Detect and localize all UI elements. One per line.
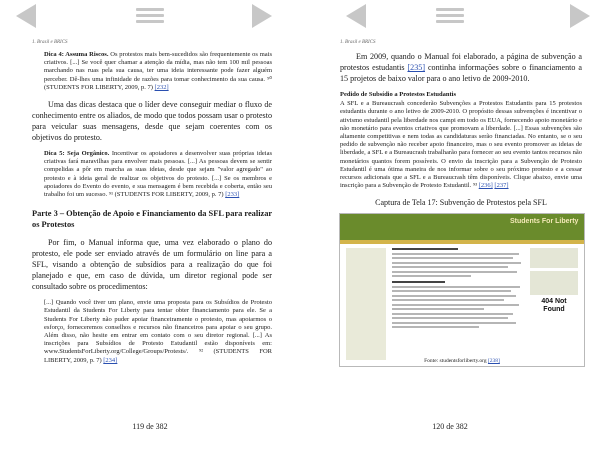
not-found-notice: 404 Not Found: [541, 298, 567, 314]
page-number: 119 de 382: [132, 422, 168, 431]
footnote-link[interactable]: [235]: [407, 63, 426, 72]
next-page-arrow-icon[interactable]: [252, 4, 272, 28]
body-paragraph: [340, 51, 582, 84]
right-page-content: [340, 51, 582, 367]
footnote-link[interactable]: [237]: [494, 182, 509, 190]
running-head: 1. Brasil e BRICS: [32, 40, 68, 45]
quote-tip-5: [44, 150, 272, 199]
quote-funding: [44, 299, 272, 365]
footnote-link[interactable]: [233]: [225, 191, 240, 199]
screenshot-article: [392, 248, 524, 360]
previous-page-arrow-icon[interactable]: [346, 4, 366, 28]
screenshot-sidebar: [346, 248, 386, 360]
next-page-arrow-icon[interactable]: [570, 4, 590, 28]
source-text: Fonte: studentsforliberty.org: [424, 358, 488, 365]
quote-title: Pedido de Subsídio a Protestos Estudantis: [340, 91, 457, 98]
paragraph-text: continha informações sobre o financiamento a 15 projetos de baixo valor para o ano letivo de 2009-2010.: [340, 63, 582, 83]
body-paragraph: Uma das dicas destaca que o líder deve conseguir mediar o fluxo de conhecimento entre os aliados, de modo que todos possam usar o protesto para veicular suas mensagens, desde que sejam coerentes com os objetivos do protesto.: [32, 100, 272, 143]
screenshot-logo: Students For Liberty: [510, 218, 579, 226]
footnote-link[interactable]: [238]: [487, 358, 500, 365]
paragraph-text: Em 2009, quando o Manual foi elaborado, a página de subvenção a protestos estudantis: [340, 52, 582, 72]
quote-text: Os protestos mais bem-sucedidos são frequentemente os mais criativos. [...] Se você quer chamar a atenção da mídia, mas não tem 100 mil pessoas marchando nas ruas pela sua causa, ter uma ideia interessante pode fazer alguém perceber. Dê-lhes uma infinidade de razões para tomar conhecimento da sua causa. ⁹⁰ (STUDENTS FOR LIBERTY, 2009, p. 7): [44, 51, 273, 91]
previous-page-arrow-icon[interactable]: [16, 4, 36, 28]
left-page-content: [32, 51, 272, 372]
right-page: [300, 0, 600, 450]
quote-lead: Dica 5: Seja Orgânico.: [44, 150, 110, 158]
quote-grant-request: [340, 91, 582, 190]
section-heading: Parte 3 – Obtenção de Apoio e Financiamento da SFL para realizar os Protestos: [32, 209, 272, 229]
quote-text: Incentivar os apoiadores a desenvolver suas próprias ideias criativas fará maravilhas para envolver mais pessoas. [...] As pessoas devem se sentir compelidas a pôr em marcha as suas ideias, desde que sejam "valor agregado" ao protesto e à ideia geral de realizar os objetivos do protesto. [...] Se os membros e apoiadores do Evento do evento, e sua mensagem é bem recebida e coberta, então seu trabalho foi um sucesso. ⁹¹ (STUDENTS FOR LIBERTY, 2009, p. 7): [44, 150, 272, 199]
footnote-link[interactable]: [232]: [154, 83, 169, 91]
website-screenshot: [339, 213, 585, 367]
running-head: 1. Brasil e BRICS: [340, 40, 376, 45]
footnote-link[interactable]: [236]: [478, 182, 493, 190]
quote-text: A SFL e a Bureaucrash concederão Subvenções a Protestos Estudantis para 15 protestos estudantis durante o ano letivo de 2009-2010. O propósito dessas subvenções é incentivar o ativismo estudantil pela liberdade nos campi em todo os EUA, fornecendo apoio monetário e não monetário para eventos criativos que promovam a liberdade. [...] Essas subvenções são altamente competitivas e nem todas as candidaturas serão financiadas. No entanto, se o seu pedido de subvenção não receber apoio financeiro, mas o seu evento promover as ideias de liberdade, a SFL e a Bureaucrash trabalharão para fornecer ao seu evento tantos recursos não monetários quantos forem possíveis. O envio da inscrição para a Subvenção de Protesto Estudantil é uma ótima maneira de nos informar sobre o seu próximo protesto e a cessar recursos adicionais que a SFL e a Bureaucrash têm disponíveis. Clique abaixo, envie uma inscrição para a Subvenção de Protesto Estudantil. ⁹³: [340, 100, 582, 190]
page-number: 120 de 382: [432, 422, 468, 431]
figure-caption: Captura de Tela 17: Subvenção de Protestos pela SFL: [375, 198, 547, 208]
menu-icon[interactable]: [136, 8, 164, 26]
screenshot-source: [340, 358, 584, 364]
footnote-link[interactable]: [234]: [103, 356, 118, 364]
quote-tip-4: [44, 51, 272, 92]
quote-lead: Dica 4: Assuma Riscos.: [44, 51, 109, 58]
screenshot-nav-bar: [340, 240, 584, 244]
body-paragraph: Por fim, o Manual informa que, uma vez elaborado o plano do protesto, ele pode ser enviado através de um formulário on line para a SFL, visando a obtenção de subsídios para a realização do que foi planejado e que, em caso de dúvida, um diretor regional pode ser consultado sobre os procedimentos:: [32, 238, 272, 292]
quote-text: [...] Quando você tiver um plano, envie uma proposta para os Subsídios de Protesto Estudantil da Students For Liberty para tentar obter financiamento para ele. Se a Students For Liberty não puder apoiar financeiramente o protesto, mas apoiarmos o esforço, forneceremos conselhos e recursos não financeiros para apoiar o seu grupo. Além disso, não hesite em entrar em contato com o seu diretor regional. [...] As inscrições para Subsídios de Protesto Estudantil estão disponíveis em: www.StudentsForLiberty.org/College/Groups/Protests/. ⁹² (STUDENTS FOR LIBERTY, 2009, p. 7): [44, 299, 272, 364]
menu-icon[interactable]: [436, 8, 464, 26]
